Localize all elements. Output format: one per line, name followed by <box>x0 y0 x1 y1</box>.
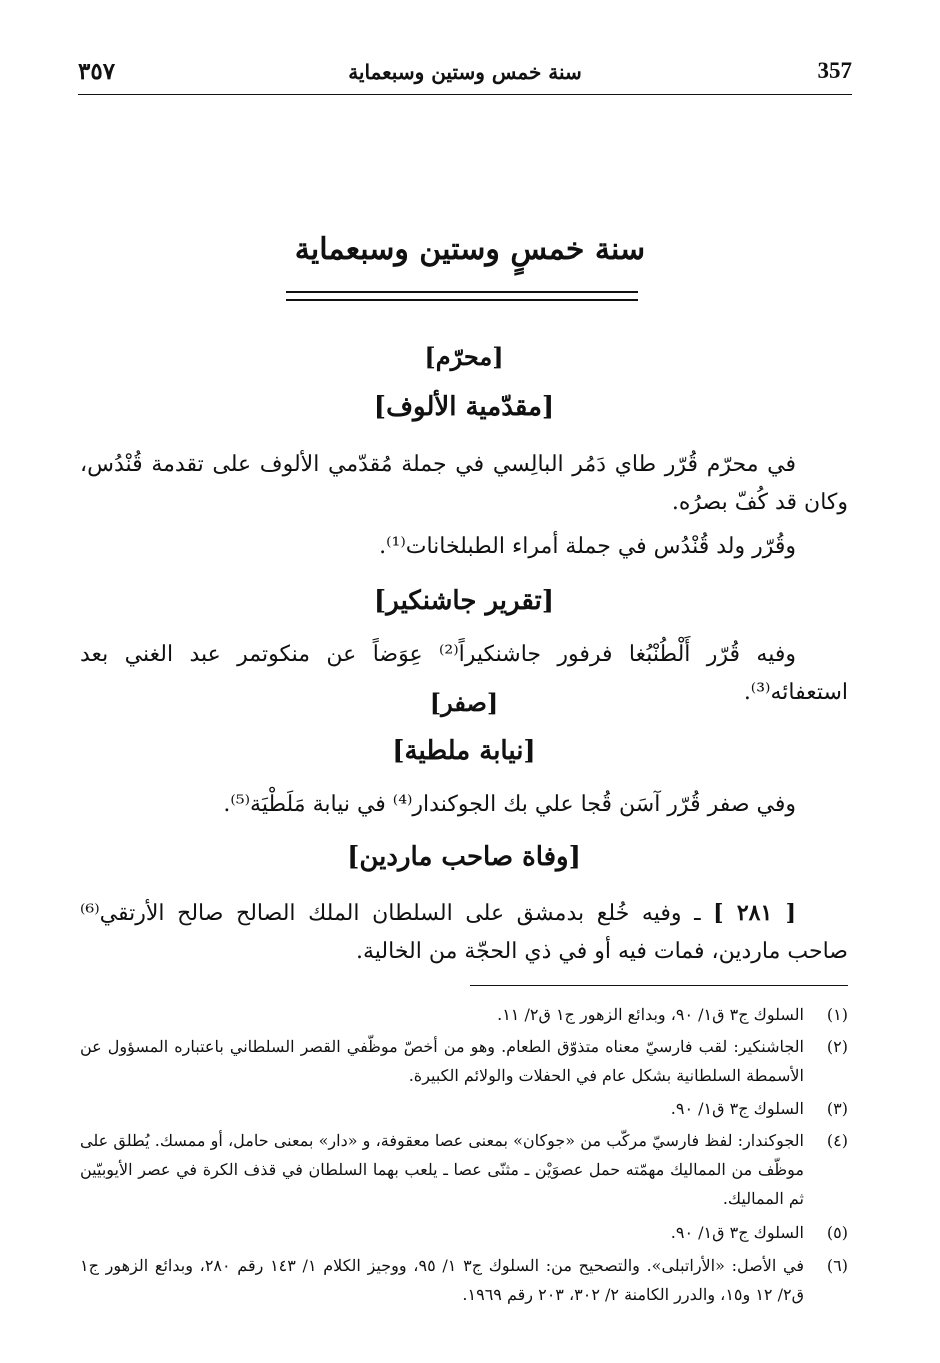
footnote-text: السلوك ج٣ ق١/ ٩٠، وبدائع الزهور ج١ ق٢/ ١١. <box>497 1005 804 1024</box>
footnote-number: (١) <box>826 1005 848 1024</box>
paragraph-2: وقُرّر ولد قُنْدُس في جملة أمراء الطبلخانات⁽¹⁾. <box>379 534 796 559</box>
chapter-title: سنة خمسٍ وستين وسبعماية <box>294 232 646 267</box>
section-heading-3: [نيابة ملطية] <box>392 736 536 766</box>
footnote-number: (٥) <box>826 1223 848 1242</box>
section-heading-1: [مقدّمية الألوف] <box>373 392 555 422</box>
paragraph-number: [ ٢٨١ ] <box>713 900 796 926</box>
month-heading-safar: [صفر] <box>429 688 499 717</box>
paragraph-4: وفي صفر قُرّر آسَن قُجا علي بك الجوكندار⁽⁴⁾ في نيابة مَلَطْيَة⁽⁵⁾. <box>223 792 796 817</box>
section-heading-2: [تقرير جاشنكير] <box>373 586 555 616</box>
footnote <box>80 1000 848 1029</box>
month-heading-muharram: [محرّم] <box>424 342 504 371</box>
footnote-number: (٣) <box>826 1099 848 1118</box>
running-header <box>78 58 852 92</box>
paragraph-1: في محرّم قُرّر طاي دَمُر البالِسي في جملة مُقدّمي الألوف على تقدمة قُنْدُس، وكان قد كُفّ بصرُه. <box>80 452 848 515</box>
running-title: سنة خمس وستين وسبعماية <box>348 60 582 84</box>
footnote <box>80 1032 848 1090</box>
footnote-text: في الأصل: «الأراتبلى». والتصحيح من: السلوك ج٣ ١/ ٩٥، ووجيز الكلام ١/ ١٤٣ رقم ٢٨٠، وبدائع الزهور ج١ ق٢/ ١٢ و١٥، والدرر الكامنة ٢/ ٣٠٢، ٢٠٣ رقم ١٩٦٩. <box>80 1256 805 1304</box>
footnote-text: الجاشنكير: لقب فارسيّ معناه متذوّق الطعام. وهو من أخصّ موظّفي القصر السلطاني باعتباره المسؤول عن الأسمطة السلطانية بشكل عام في الحفلات والولائم الكبيرة. <box>80 1037 804 1085</box>
footnote-number: (٦) <box>826 1256 848 1275</box>
footnote <box>80 1251 848 1309</box>
section-heading-4: [وفاة صاحب ماردين] <box>347 842 581 872</box>
title-rule-bottom <box>286 299 638 301</box>
page-number-arabic: ٣٥٧ <box>78 58 116 85</box>
footnote-rule <box>470 985 848 986</box>
footnote-text: السلوك ج٣ ق١/ ٩٠. <box>670 1099 804 1118</box>
title-rule-top <box>286 291 638 293</box>
footnote-text: الجوكندار: لفظ فارسيّ مركّب من «جوكان» بمعنى عصا معقوفة، و «دار» بمعنى حامل، أو ممسك. يُطلق على موظّف من المماليك مهمّته حمل عصوَيْن ـ مثنّى عصا ـ يلعب بهما السلطان في قذف الكرة في عصر الأيوبيّين ثم المماليك. <box>80 1131 804 1208</box>
footnote-text: السلوك ج٣ ق١/ ٩٠. <box>670 1223 804 1242</box>
footnote <box>80 1218 848 1247</box>
footnote <box>80 1094 848 1123</box>
footnote <box>80 1126 848 1213</box>
paragraph-5-text: ـ وفيه خُلع بدمشق على السلطان الملك الصالح صالح الأرتقي⁽⁶⁾ صاحب ماردين، فمات فيه أو في ذي الحجّة من الخالية. <box>80 901 848 964</box>
paragraph-3: وفيه قُرّر أَلْطُنْبُغا فرفور جاشنكيراً⁽²⁾ عِوَضاً عن منكوتمر عبد الغني بعد استعفائه⁽³⁾. <box>80 642 848 705</box>
header-rule <box>78 94 852 95</box>
footnote-number: (٢) <box>826 1037 848 1056</box>
footnote-number: (٤) <box>826 1131 848 1150</box>
paragraph-5 <box>80 894 848 971</box>
page-number-latin: 357 <box>817 58 852 83</box>
